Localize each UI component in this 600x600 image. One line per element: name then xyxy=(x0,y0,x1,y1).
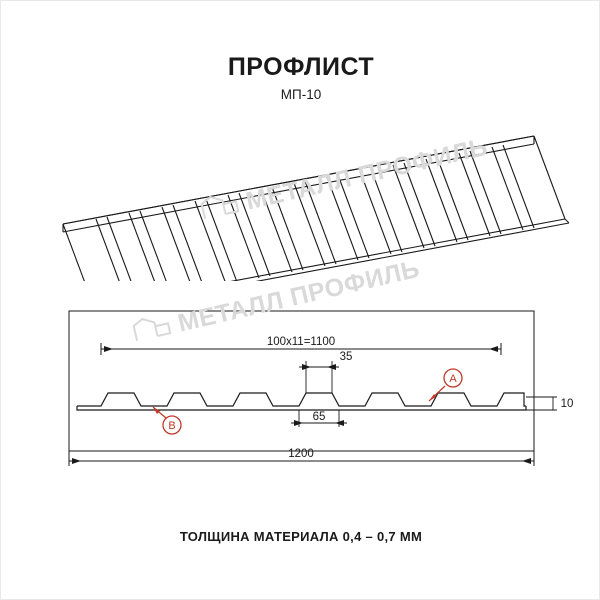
dim-pitch-total-label: 100х11=1100 xyxy=(266,336,336,348)
material-thickness-note: ТОЛЩИНА МАТЕРИАЛА 0,4 – 0,7 ММ xyxy=(179,529,423,544)
watermark-text: МЕТАЛЛ ПРОФИЛЬ xyxy=(175,254,423,338)
isometric-sheet-view xyxy=(1,111,600,281)
callout-a xyxy=(429,369,462,401)
dim-rib-bottom-label: 65 xyxy=(312,411,326,423)
callout-b-label: B xyxy=(168,420,176,432)
section-profile xyxy=(77,393,526,410)
corrugation-ribs xyxy=(63,224,94,281)
dim-height xyxy=(526,397,557,410)
callout-b xyxy=(153,407,181,434)
product-code: МП-10 xyxy=(280,87,322,102)
dim-overall-label: 1200 xyxy=(288,448,314,460)
dim-rib-top-label: 35 xyxy=(339,351,353,363)
cross-section-view xyxy=(1,301,600,521)
watermark-text: МЕТАЛЛ ПРОФИЛЬ xyxy=(243,132,491,216)
dim-rib-top xyxy=(299,361,339,393)
page-title: ПРОФЛИСТ xyxy=(227,53,375,81)
dim-height-label: 10 xyxy=(560,398,574,410)
callout-a-label: A xyxy=(449,373,457,385)
